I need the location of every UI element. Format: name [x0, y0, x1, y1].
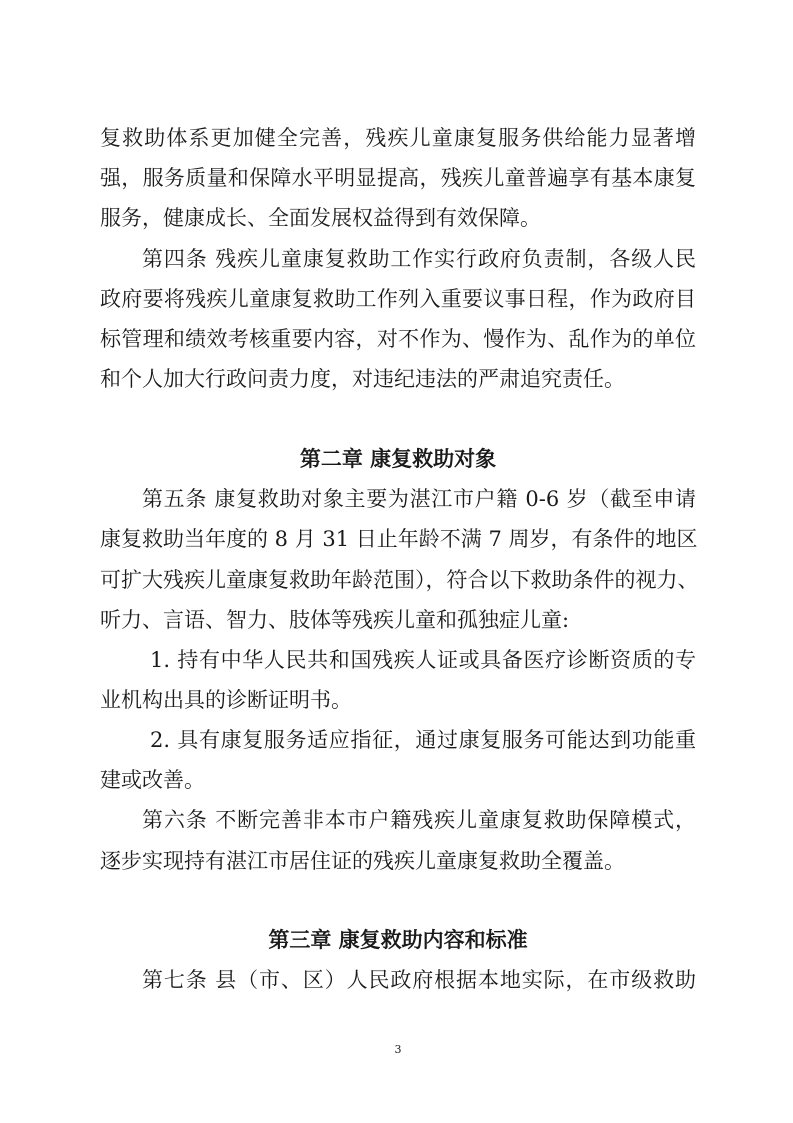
- list-item-1-line: 1. 持有中华人民共和国残疾人证或具备医疗诊断资质的专: [150, 648, 696, 672]
- paragraph-line: 可扩大残疾儿童康复救助年龄范围），符合以下救助条件的视力、: [100, 568, 699, 592]
- paragraph-line: 和个人加大行政问责力度，对违纪违法的严肃追究责任。: [100, 367, 625, 391]
- paragraph-line: 听力、言语、智力、肢体等残疾儿童和孤独症儿童:: [100, 608, 570, 632]
- paragraph-line: 强，服务质量和保障水平明显提高，残疾儿童普遍享有基本康复: [100, 166, 696, 190]
- paragraph-line: 康复救助当年度的 8 月 31 日止年龄不满 7 周岁，有条件的地区: [100, 527, 698, 551]
- chapter-3-heading: 第三章 康复救助内容和标准: [268, 928, 528, 952]
- paragraph-line: 服务，健康成长、全面发展权益得到有效保障。: [100, 206, 541, 230]
- article-5-line: 第五条 康复救助对象主要为湛江市户籍 0-6 岁（截至申请: [142, 487, 696, 511]
- paragraph-line: 复救助体系更加健全完善，残疾儿童康复服务供给能力显著增: [100, 126, 696, 150]
- paragraph-line: 逐步实现持有湛江市居住证的残疾儿童康复救助全覆盖。: [100, 849, 625, 873]
- paragraph-line: 建或改善。: [100, 768, 205, 792]
- article-4-line: 第四条 残疾儿童康复救助工作实行政府负责制，各级人民: [142, 247, 696, 271]
- article-6-line: 第六条 不断完善非本市户籍残疾儿童康复救助保障模式，: [142, 808, 696, 832]
- paragraph-line: 政府要将残疾儿童康复救助工作列入重要议事日程，作为政府目: [100, 287, 696, 311]
- list-item-2-line: 2. 具有康复服务适应指征，通过康复服务可能达到功能重: [150, 728, 696, 752]
- document-page: [100, 0, 699, 1123]
- page-number: 3: [394, 1043, 402, 1056]
- paragraph-line: 业机构出具的诊断证明书。: [100, 688, 352, 712]
- article-7-line: 第七条 县（市、区）人民政府根据本地实际，在市级救助: [142, 968, 696, 992]
- paragraph-line: 标管理和绩效考核重要内容，对不作为、慢作为、乱作为的单位: [100, 327, 696, 351]
- chapter-2-heading: 第二章 康复救助对象: [299, 447, 497, 471]
